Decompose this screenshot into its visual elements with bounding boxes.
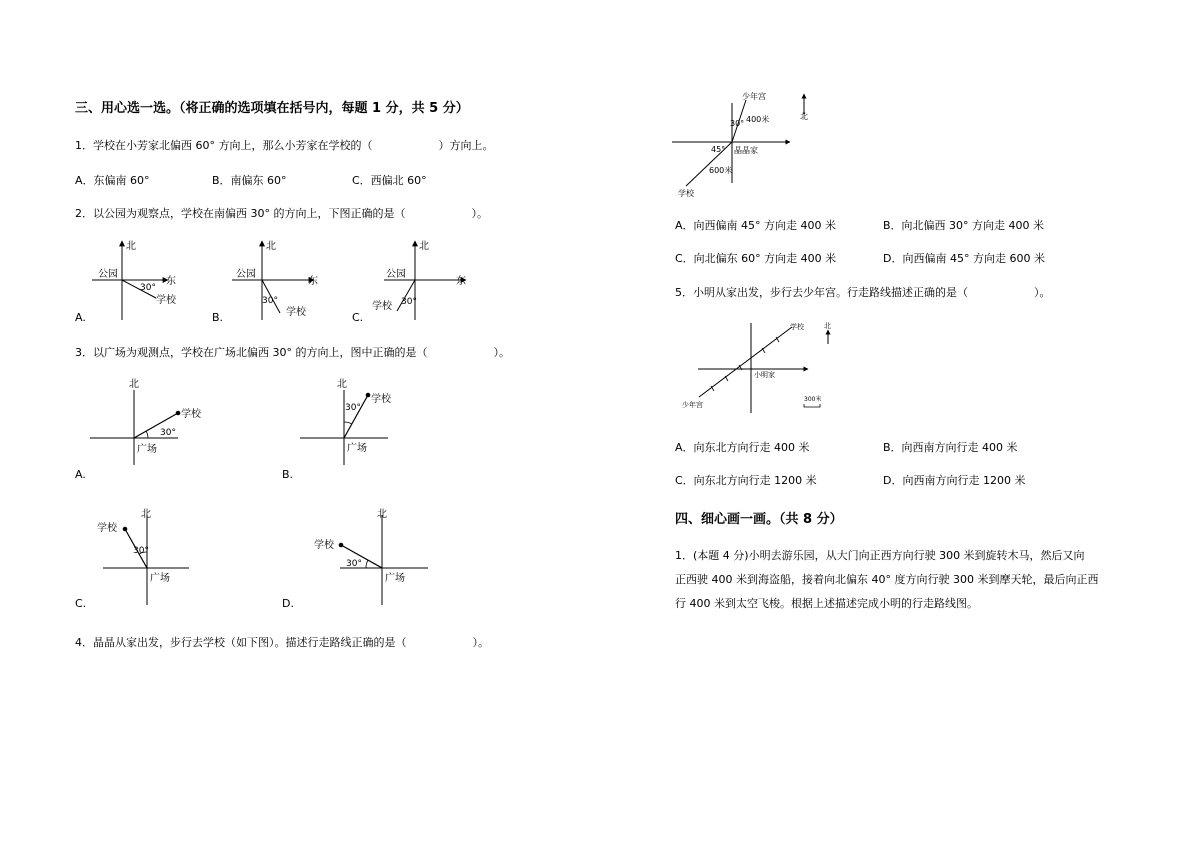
q5-option-a: A．向东北方向行走 400 米 [675, 441, 810, 454]
q3-diagram-c [95, 505, 205, 610]
q2-diagram-a [90, 235, 190, 325]
q2-option-b: B. [212, 311, 224, 324]
school-label: 学校 [286, 307, 306, 318]
angle-label: 30° [160, 428, 176, 438]
school-label: 学校 [678, 189, 694, 198]
angle-label: 30° [401, 297, 417, 307]
north-label: 北 [800, 112, 808, 121]
park-label: 公园 [386, 269, 406, 280]
school-dot [123, 527, 128, 532]
question-5-stem: 5．小明从家出发，步行去少年宫。行走路线描述正确的是（ ）。 [675, 286, 1051, 299]
north-label: 北 [377, 509, 387, 520]
q2-diagram-c [370, 235, 480, 325]
question-4-stem: 4．晶晶从家出发，步行去学校（如下图）。描述行走路线正确的是（ ）。 [75, 636, 489, 649]
angle-arc [366, 560, 368, 568]
school-dot [339, 543, 344, 548]
q4-option-a: A．向西偏南 45° 方向走 400 米 [675, 219, 837, 232]
home-label: 晶晶家 [734, 146, 758, 155]
home-label: 小明家 [754, 371, 775, 379]
school-label: 学校 [181, 409, 201, 420]
angle-label: 30° [346, 559, 362, 569]
north-label: 北 [266, 241, 276, 252]
distance-400-label: 400米 [746, 115, 770, 124]
east-label: 东 [308, 276, 318, 287]
north-label: 北 [141, 509, 151, 520]
q5-route-diagram [680, 318, 840, 418]
q1-option-b: B．南偏东 60° [212, 174, 287, 187]
q2-option-c: C. [352, 311, 364, 324]
q4-option-c: C．向北偏东 60° 方向走 400 米 [675, 252, 837, 265]
angle-45-label: 45° [711, 145, 726, 154]
section-4-q1-line-2: 正西驶 400 米到海盗船，接着向北偏东 40° 度方向行驶 300 米到摩天轮，最后向正西 [675, 573, 1099, 586]
q3-diagram-b [300, 375, 430, 465]
angle-label: 30° [262, 296, 278, 306]
park-label: 公园 [98, 269, 118, 280]
route-line [699, 327, 792, 397]
q1-option-c: C．西偏北 60° [352, 174, 427, 187]
q1-option-a: A．东偏南 60° [75, 174, 150, 187]
angle-arc [146, 431, 148, 438]
square-label: 广场 [150, 573, 170, 584]
angle-30-label: 30° [730, 119, 745, 128]
square-label: 广场 [137, 444, 157, 455]
question-1-stem: 1．学校在小芳家北偏西 60° 方向上，那么小芳家在学校的（ ）方向上。 [75, 139, 494, 152]
q3-option-b: B. [282, 468, 294, 481]
q3-option-d: D. [282, 597, 294, 610]
youth-palace-label: 少年宫 [742, 92, 766, 101]
north-label: 北 [337, 379, 347, 390]
q4-option-b: B．向北偏西 30° 方向走 400 米 [883, 219, 1045, 232]
q5-option-c: C．向东北方向行走 1200 米 [675, 474, 817, 487]
school-dot [366, 393, 371, 398]
north-label: 北 [129, 379, 139, 390]
square-label: 广场 [385, 573, 405, 584]
school-dot [176, 411, 181, 416]
question-3-stem: 3．以广场为观测点，学校在广场北偏西 30° 的方向上，图中正确的是（ ）。 [75, 346, 510, 359]
school-label: 学校 [790, 323, 804, 331]
q4-route-diagram [672, 88, 822, 203]
q3-option-a: A. [75, 468, 86, 481]
east-label: 东 [166, 276, 176, 287]
school-label: 学校 [372, 301, 392, 312]
q3-diagram-a [90, 375, 220, 465]
q2-option-a: A. [75, 311, 86, 324]
school-label: 学校 [314, 540, 334, 551]
q3-diagram-d [310, 505, 440, 610]
route-ticks [711, 337, 779, 391]
section-3-heading: 三、用心选一选。（将正确的选项填在括号内，每题 1 分，共 5 分） [75, 101, 469, 116]
section-4-q1-line-1: 1．(本题 4 分)小明去游乐园，从大门向正西方向行驶 300 米到旋转木马，然后又向 [675, 549, 1085, 562]
q5-option-b: B．向西南方向行走 400 米 [883, 441, 1018, 454]
distance-600-label: 600米 [709, 166, 733, 175]
school-label: 学校 [371, 394, 391, 405]
section-4-heading: 四、细心画一画。（共 8 分） [675, 512, 843, 527]
north-label: 北 [824, 322, 831, 330]
section-4-q1-line-3: 行 400 米到太空飞梭。根据上述描述完成小明的行走路线图。 [675, 597, 978, 610]
youth-palace-label: 少年宫 [682, 401, 703, 409]
q5-option-d: D．向西南方向行走 1200 米 [883, 474, 1026, 487]
school-label: 学校 [156, 295, 176, 306]
question-2-stem: 2．以公园为观察点，学校在南偏西 30° 的方向上，下图正确的是（ ）。 [75, 207, 488, 220]
q4-option-d: D．向西偏南 45° 方向走 600 米 [883, 252, 1045, 265]
north-label: 北 [419, 241, 429, 252]
angle-label: 30° [133, 546, 149, 556]
scale-label: 300米 [804, 396, 822, 403]
angle-arc [344, 422, 352, 424]
school-ray [344, 395, 368, 438]
square-label: 广场 [347, 443, 367, 454]
q2-diagram-b [230, 235, 330, 325]
north-label: 北 [126, 241, 136, 252]
park-label: 公园 [236, 269, 256, 280]
angle-label: 30° [140, 283, 156, 293]
scale-bar [804, 404, 820, 407]
school-label: 学校 [97, 523, 117, 534]
east-label: 东 [456, 276, 466, 287]
angle-label: 30° [345, 403, 361, 413]
q3-option-c: C. [75, 597, 87, 610]
